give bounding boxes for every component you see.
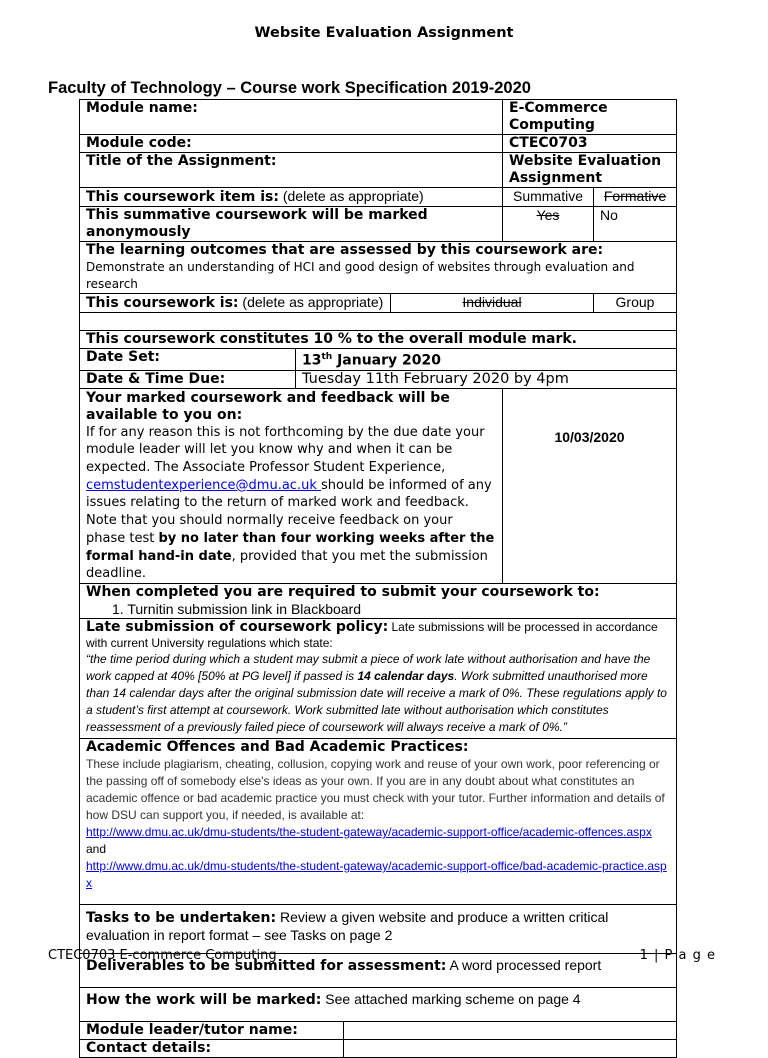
academic-offences-link[interactable]: http://www.dmu.ac.uk/dmu-students/the-student-gateway/academic-support-office/academic-offences.aspx bbox=[86, 824, 652, 839]
module-code-row bbox=[80, 135, 677, 153]
blank-row bbox=[80, 313, 677, 331]
contact-value bbox=[344, 1040, 677, 1057]
item-formative: Formative bbox=[594, 188, 677, 207]
feedback-text: If for any reason this is not forthcoming by the due date your module leader will let you know why and when it can be expected. The Associate Professor Student Experience, cemstudentexperience@dmu.ac.uk should be informed of any issues relating to the return of marked work and feedback. Note that you should normally receive feedback on your phase test by no later than four working weeks after the formal hand-in date, provided that you met the submission deadline. bbox=[86, 424, 495, 582]
feedback-date: 10/03/2020 bbox=[503, 388, 677, 583]
tasks-cell bbox=[80, 904, 677, 953]
contact-row bbox=[80, 1039, 677, 1057]
marking-row bbox=[80, 987, 677, 1021]
page-header: Website Evaluation Assignment bbox=[254, 25, 514, 41]
coursework-individual: Individual bbox=[391, 294, 594, 313]
coursework-type-row bbox=[80, 294, 677, 313]
late-submission-intro: Late submissions will be processed in accordance with current University regulations which state: bbox=[86, 619, 658, 650]
blank-cell bbox=[80, 313, 677, 331]
coursework-group: Group bbox=[594, 294, 677, 313]
tasks-text: Review a given website and produce a written critical evaluation in report format – see Tasks on page 2 bbox=[86, 908, 609, 943]
module-name-label: Module name: bbox=[80, 100, 503, 135]
anonymous-yes: Yes bbox=[503, 207, 594, 242]
feedback-row bbox=[80, 388, 677, 583]
faculty-title: Faculty of Technology – Course work Specification 2019-2020 bbox=[48, 79, 531, 97]
late-submission-quote: “the time period during which a student may submit a piece of work late without authorisation and have the work capped at 40% [50% at PG level] if passed is 14 calendar days. Work submitted unauthorised more than 14 calendar days after the original submission date will receive a mark of 0%. These regulations apply to a student’s first attempt at coursework. Work submitted late without authorisation which constitutes reassessment of a previously failed piece of coursework will always receive a mark of 0%.” bbox=[86, 651, 667, 734]
coursework-type-label: This coursework is: bbox=[86, 295, 239, 311]
date-due-label: Date & Time Due: bbox=[80, 371, 296, 388]
module-leader-value bbox=[344, 1022, 677, 1039]
assignment-title-label: Title of the Assignment: bbox=[80, 153, 503, 188]
coursework-item-cell bbox=[80, 188, 503, 207]
assignment-title-value: Website Evaluation Assignment bbox=[503, 153, 677, 188]
coursework-item-row bbox=[80, 188, 677, 207]
coursework-spec-table bbox=[79, 99, 677, 1058]
coursework-type-note: (delete as appropriate) bbox=[238, 294, 384, 310]
learning-outcomes-label: The learning outcomes that are assessed by this coursework are: bbox=[86, 242, 604, 258]
feedback-cell bbox=[80, 388, 503, 583]
deliverables-text: A word processed report bbox=[446, 956, 602, 973]
submit-cell bbox=[80, 583, 677, 618]
contact-label: Contact details: bbox=[80, 1040, 344, 1057]
late-submission-cell bbox=[80, 618, 677, 738]
footer-page-number: 1 | P a g e bbox=[639, 948, 716, 963]
marking-cell bbox=[80, 987, 677, 1021]
academic-offences-cell bbox=[80, 738, 677, 904]
coursework-item-note: (delete as appropriate) bbox=[278, 188, 424, 204]
feedback-heading: Your marked coursework and feedback will be available to you on: bbox=[86, 389, 450, 423]
coursework-item-label: This coursework item is: bbox=[86, 189, 279, 205]
module-code-label: Module code: bbox=[80, 135, 503, 153]
module-leader-row bbox=[80, 1021, 677, 1039]
marking-label: How the work will be marked: bbox=[86, 991, 322, 1008]
academic-offences-label: Academic Offences and Bad Academic Practices: bbox=[86, 738, 469, 755]
academic-offences-links: http://www.dmu.ac.uk/dmu-students/the-student-gateway/academic-support-office/academic-offences.aspx and http://www.dmu.ac.uk/dmu-students/the-student-gateway/academic-support-office/bad-academic-practice.aspx bbox=[86, 824, 667, 890]
item-summative: Summative bbox=[503, 188, 594, 207]
module-name-value: E-Commerce Computing bbox=[503, 100, 677, 135]
late-submission-label: Late submission of coursework policy: bbox=[86, 618, 389, 635]
anonymous-label: This summative coursework will be marked anonymously bbox=[80, 207, 503, 242]
date-due-value: Tuesday 11th February 2020 by 4pm bbox=[302, 370, 569, 387]
constitutes-text: This coursework constitutes 10 % to the overall module mark. bbox=[80, 331, 677, 349]
assignment-title-row bbox=[80, 153, 677, 188]
tasks-label: Tasks to be undertaken: bbox=[86, 909, 277, 926]
learning-outcomes-row bbox=[80, 242, 677, 294]
date-set-label: Date Set: bbox=[80, 349, 296, 370]
date-set-row bbox=[80, 349, 677, 371]
bad-practice-link[interactable]: http://www.dmu.ac.uk/dmu-students/the-student-gateway/academic-support-office/bad-academic-practice.aspx bbox=[86, 858, 667, 890]
feedback-email-link[interactable]: cemstudentexperience@dmu.ac.uk bbox=[86, 477, 321, 493]
anonymous-no: No bbox=[594, 207, 677, 242]
academic-offences-text: These include plagiarism, cheating, collusion, copying work and reuse of your own work, poor referencing or the passing off of somebody else's ideas as your own. If you are in any doubt about what constitutes an academic offence or bad academic practice you must check with your tutor. Further information and details of how DSU can support you, if needed, is available at: bbox=[86, 756, 665, 822]
date-due-row bbox=[80, 370, 677, 388]
learning-outcomes-cell bbox=[80, 242, 677, 294]
tasks-row bbox=[80, 904, 677, 953]
constitutes-row bbox=[80, 331, 677, 349]
coursework-type-cell bbox=[80, 294, 391, 313]
submit-label: When completed you are required to submit your coursework to: bbox=[86, 583, 600, 600]
module-leader-label: Module leader/tutor name: bbox=[80, 1022, 344, 1039]
module-code-value: CTEC0703 bbox=[503, 135, 677, 153]
footer-module: CTEC0703 E-commerce Computing bbox=[48, 948, 277, 963]
marking-text: See attached marking scheme on page 4 bbox=[321, 990, 581, 1007]
submit-item: 1. Turnitin submission link in Blackboard bbox=[112, 600, 362, 617]
module-name-row bbox=[80, 100, 677, 135]
anonymous-row bbox=[80, 207, 677, 242]
academic-offences-row bbox=[80, 738, 677, 904]
late-submission-row bbox=[80, 618, 677, 738]
submit-row bbox=[80, 583, 677, 618]
learning-outcomes-text: Demonstrate an understanding of HCI and good design of websites through evaluation and research bbox=[86, 260, 635, 291]
date-set-value: 13th January 2020 bbox=[302, 352, 441, 369]
deliverables-label: Deliverables to be submitted for assessment: bbox=[86, 957, 447, 974]
